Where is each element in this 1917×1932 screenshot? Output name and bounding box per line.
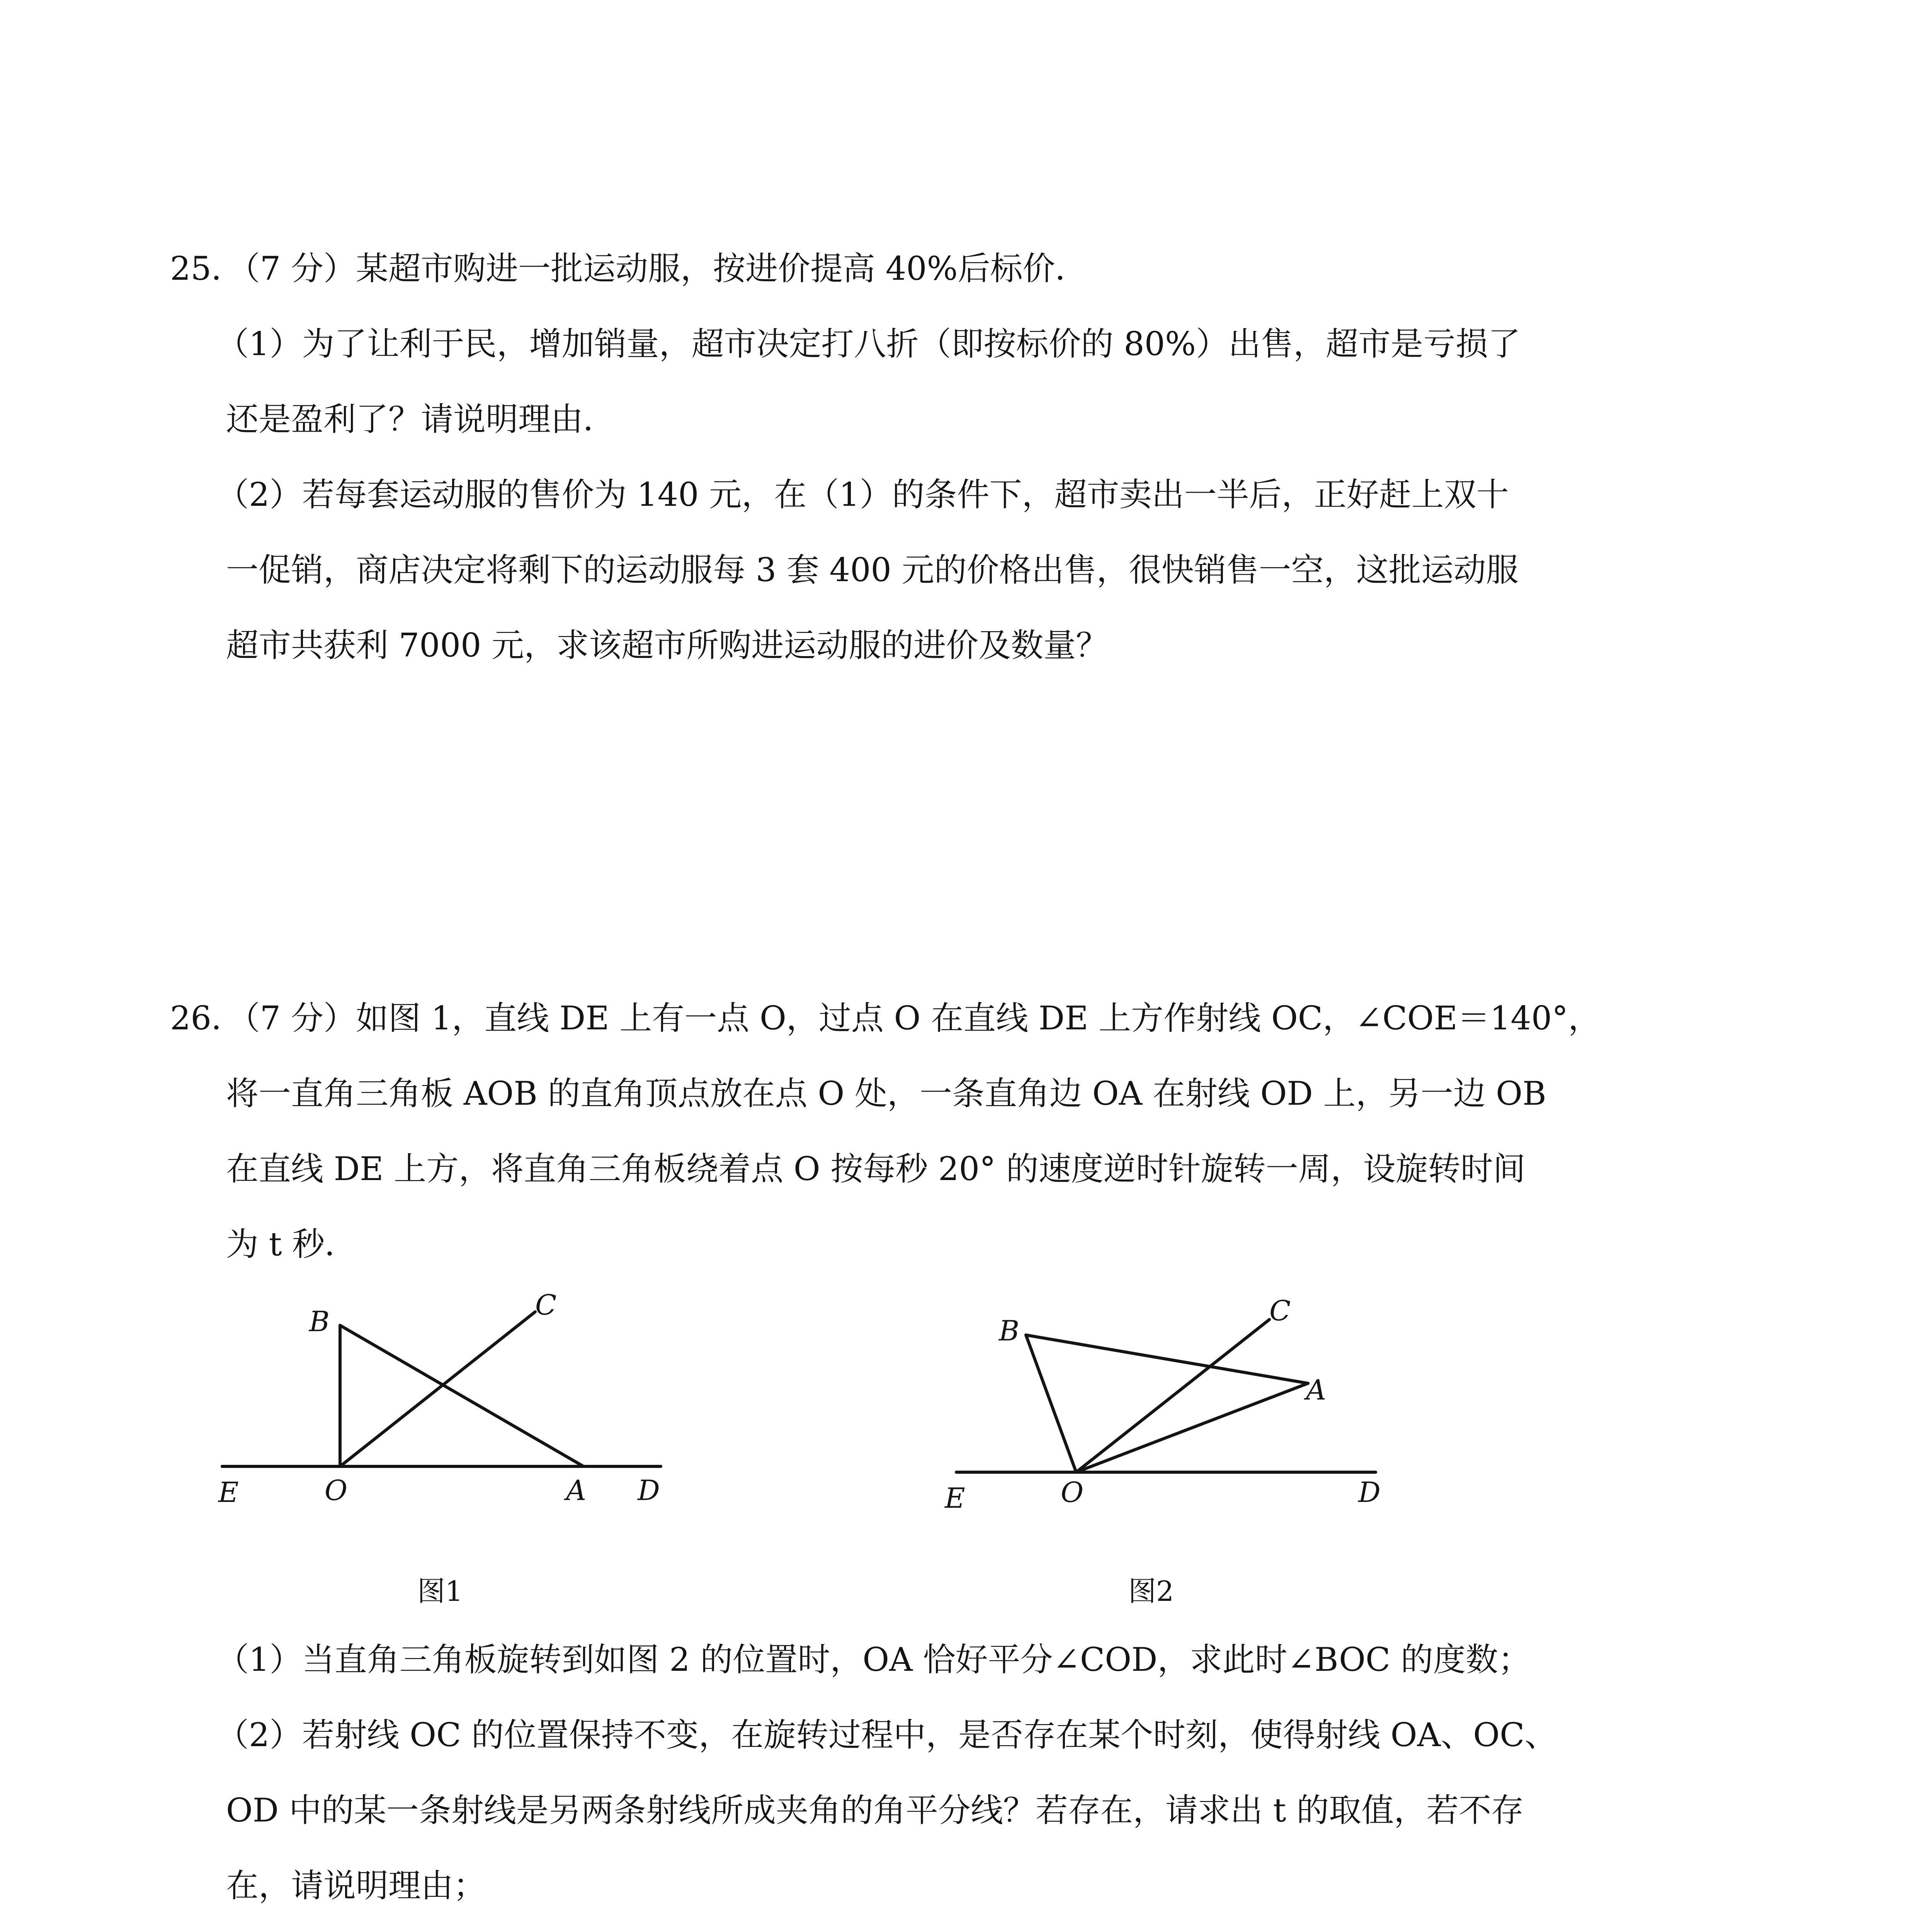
q25-part2-line2: 一促销，商店决定将剩下的运动服每 3 套 400 元的价格出售，很快销售一空，这批运动服 bbox=[226, 551, 1519, 589]
fig2-label-O: O bbox=[1061, 1476, 1084, 1509]
fig1-label-D: D bbox=[638, 1474, 660, 1507]
fig2-segment-OB bbox=[1026, 1335, 1076, 1472]
q25-part2-line3: 超市共获利 7000 元，求该超市所购进运动服的进价及数量？ bbox=[226, 626, 1109, 664]
q26-part2-line2: OD 中的某一条射线是另两条射线所成夹角的角平分线？若存在，请求出 t 的取值，若不存 bbox=[226, 1791, 1524, 1829]
figure-1-caption: 图1 bbox=[417, 1575, 463, 1607]
fig2-segment-OA bbox=[1076, 1383, 1308, 1472]
q26-line2: 将一直角三角板 AOB 的直角顶点放在点 O 处，一条直角边 OA 在射线 OD 上，另一边 OB bbox=[226, 1075, 1546, 1112]
fig2-label-C: C bbox=[1269, 1294, 1291, 1327]
fig1-label-O: O bbox=[325, 1474, 348, 1507]
q26-part2-line1: （2）若射线 OC 的位置保持不变，在旋转过程中，是否存在某个时刻，使得射线 OA、OC、 bbox=[216, 1716, 1557, 1754]
fig1-label-A: A bbox=[566, 1474, 586, 1507]
q25-part2-line1: （2）若每套运动服的售价为 140 元，在（1）的条件下，超市卖出一半后，正好赶上双十 bbox=[216, 476, 1509, 514]
fig1-segment-BA bbox=[340, 1325, 583, 1466]
fig1-ray-OC bbox=[340, 1312, 535, 1466]
fig2-label-B: B bbox=[999, 1315, 1019, 1347]
q26-line4: 为 t 秒． bbox=[226, 1225, 357, 1263]
q26-part2-line3: 在，请说明理由； bbox=[226, 1867, 486, 1905]
fig2-segment-BA bbox=[1026, 1335, 1308, 1383]
q26-part1: （1）当直角三角板旋转到如图 2 的位置时，OA 恰好平分∠COD，求此时∠BOC 的度数； bbox=[216, 1641, 1531, 1679]
q25-header: 25．（7 分）某超市购进一批运动服，按进价提高 40%后标价． bbox=[170, 250, 1088, 287]
q26-line3: 在直线 DE 上方，将直角三角板绕着点 O 按每秒 20° 的速度逆时针旋转一周，设旋转时间 bbox=[226, 1150, 1526, 1188]
fig2-label-D: D bbox=[1358, 1476, 1381, 1509]
fig1-label-C: C bbox=[535, 1289, 557, 1321]
fig2-label-A: A bbox=[1306, 1374, 1326, 1406]
q25-part1-line2: 还是盈利了？请说明理由． bbox=[226, 400, 616, 438]
q25-part1-line1: （1）为了让利于民，增加销量，超市决定打八折（即按标价的 80%）出售，超市是亏损了 bbox=[216, 325, 1521, 363]
fig2-ray-OC bbox=[1076, 1320, 1269, 1472]
fig1-label-B: B bbox=[309, 1305, 330, 1338]
q26-line1: 26．（7 分）如图 1，直线 DE 上有一点 O，过点 O 在直线 DE 上方作射线 OC，∠COE＝140°， bbox=[170, 999, 1601, 1037]
fig1-label-E: E bbox=[218, 1476, 239, 1509]
figure-2-caption: 图2 bbox=[1128, 1575, 1174, 1607]
fig2-label-E: E bbox=[945, 1482, 965, 1514]
